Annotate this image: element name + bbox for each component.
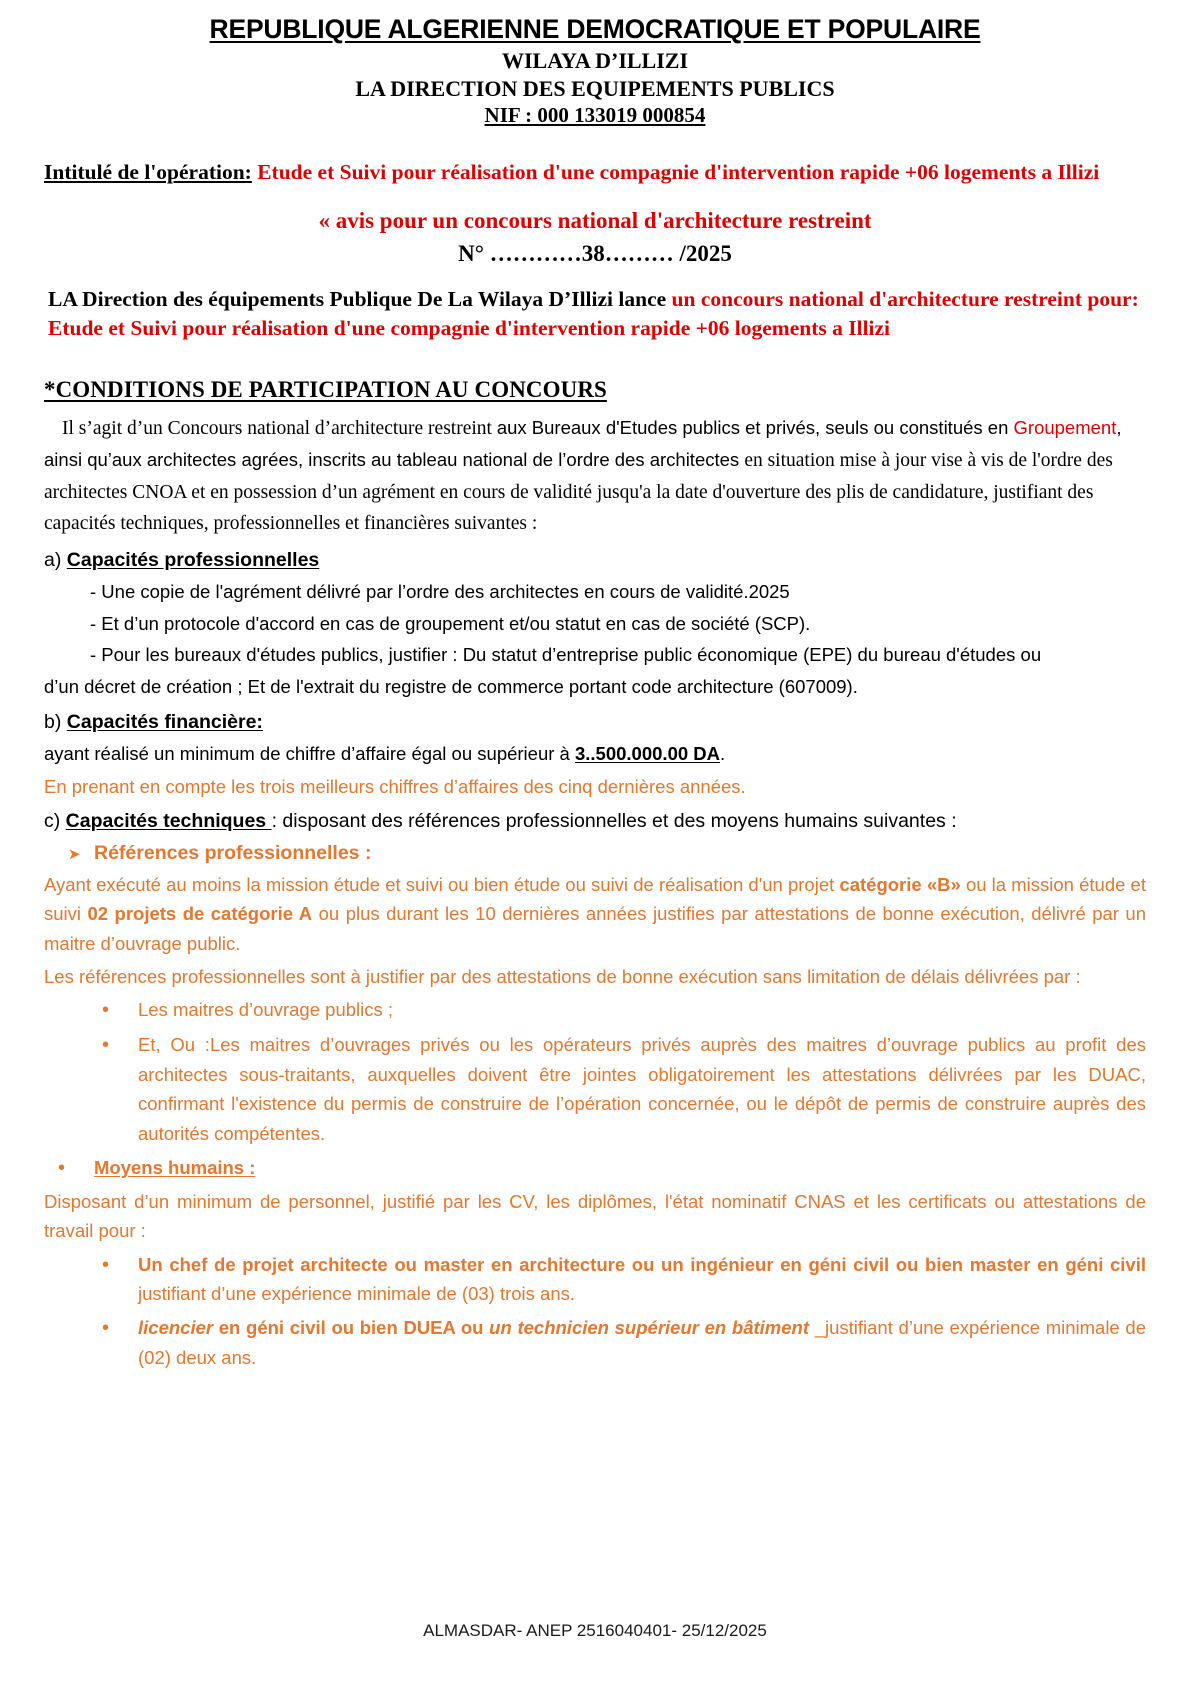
intro-segment-3: , ainsi qu’aux architectes agrées, inscrits au tableau national de l’ordre des architectes <box>44 417 1122 470</box>
lance-paragraph <box>44 285 1146 343</box>
references-arrow-row <box>44 842 1146 867</box>
section-c-title: Capacités techniques <box>65 810 272 833</box>
section-c-heading <box>44 807 1146 836</box>
moyens-item2-licencier: licencier <box>138 1316 214 1338</box>
page-footer: ALMASDAR- ANEP 2516040401- 25/12/2025 <box>423 1621 767 1640</box>
references-label: Références professionnelles : <box>94 842 372 865</box>
section-b-heading <box>44 708 1146 737</box>
references-paragraph-2: Les références professionnelles sont à justifier par des attestations de bonne exécution sans limitation de délais délivrées par : <box>44 965 1081 987</box>
moyens-item2-b: en géni civil ou bien DUEA ou <box>213 1316 490 1338</box>
intro-segment-4: en situation mise à jour vise à vis de l'ordre des architectes CNOA et en possession d’un agrément en cours de validité jusqu'a la date d'ouverture des plis de candidature, justifiant des capacités techniques, professionnelles et financières suivantes : <box>44 449 1113 535</box>
section-c-marker: c) <box>44 810 61 833</box>
references-paragraph-1 <box>44 870 1146 959</box>
header-line-direction: LA DIRECTION DES EQUIPEMENTS PUBLICS <box>355 75 835 101</box>
ref-p1-categorie-b: catégorie «B» <box>839 873 961 895</box>
operation-title-block <box>44 158 1146 186</box>
bullet-dot-icon: • <box>102 1034 110 1057</box>
conditions-intro-paragraph <box>44 413 1146 539</box>
arrow-right-icon: ➤ <box>68 847 81 864</box>
operation-value: Etude et Suivi pour réalisation d'une compagnie d'intervention rapide +06 logements a Illizi <box>257 159 1100 184</box>
ref-p1-a: Ayant exécuté au moins la mission étude et suivi ou bien étude ou suivi de réalisation d'un projet <box>44 873 840 895</box>
section-b-text-after: . <box>720 742 726 764</box>
moyens-item1-bold: Un chef de projet architecte ou master en architecture ou un ingénieur en géni civil ou bien master en géni civil <box>138 1253 1146 1275</box>
moyens-bullet-1-text <box>138 1250 1146 1309</box>
moyens-bullet-2 <box>44 1313 1146 1372</box>
moyens-item2-technicien: un technicien supérieur en bâtiment <box>489 1316 810 1338</box>
moyens-humains-intro: Disposant d’un minimum de personnel, justifié par les CV, les diplômes, l'état nominatif CNAS et les certificats ou attestations de travail pour : <box>44 1190 1146 1242</box>
avis-number: N° …………38……… /2025 <box>458 240 732 266</box>
section-b-text-before: ayant réalisé un minimum de chiffre d’affaire égal ou supérieur à <box>44 742 575 764</box>
section-c-rest: : disposant des références professionnelles et des moyens humains suivantes : <box>271 810 957 833</box>
section-b-line <box>44 740 1146 769</box>
bullet-dot-icon: • <box>102 1253 110 1276</box>
operation-label: Intitulé de l'opération: <box>44 159 252 184</box>
avis-title: « avis pour un concours national d'architecture restreint <box>318 207 872 233</box>
references-bullet-2-text: Et, Ou :Les maitres d’ouvrages privés ou les opérateurs privés auprès des maitres d’ouvrage publics au profit des architectes sous-traitants, auxquelles doivent être jointes obligatoirement les attestations délivrées par les DUAC, confirmant l'existence du permis de construire de l’opération concernée, ou le dépôt de permis de construire auprès des autorités compétentes. <box>138 1034 1146 1145</box>
lance-red-part: un concours national d'architecture restreint pour: Etude et Suivi pour réalisation d'une compagnie d'intervention rapide +06 logements a Illizi <box>48 286 1139 341</box>
bullet-dot-icon: • <box>102 999 110 1022</box>
header-line-nif: NIF : 000 133019 000854 <box>484 103 706 128</box>
conditions-heading: *CONDITIONS DE PARTICIPATION AU CONCOURS <box>44 377 607 403</box>
section-a-item-1: - Une copie de l'agrément délivré par l’ordre des architectes en cours de validité.2025 <box>90 580 790 602</box>
section-b-amount: 3..500.000.00 DA <box>574 742 721 764</box>
references-bullet-1-text: Les maitres d’ouvrage publics ; <box>138 999 394 1021</box>
intro-segment-2: aux Bureaux d'Etudes publics et privés, seuls ou constitués en <box>496 417 1014 439</box>
lance-black-part: LA Direction des équipements Publique De La Wilaya D’Illizi lance <box>48 286 672 311</box>
section-b-note: En prenant en compte les trois meilleurs chiffres d’affaires des cinq dernières années. <box>44 775 746 797</box>
moyens-humains-label: Moyens humains : <box>94 1156 256 1178</box>
section-a-item-2: - Et d’un protocole d'accord en cas de groupement et/ou statut en cas de société (SCP). <box>90 612 811 634</box>
bullet-dot-icon: • <box>58 1156 66 1179</box>
header-line-wilaya: WILAYA D’ILLIZI <box>501 48 689 74</box>
section-a-marker: a) <box>44 548 62 571</box>
document-header <box>44 14 1146 130</box>
section-b-marker: b) <box>44 710 62 733</box>
intro-highlight-groupement: Groupement <box>1013 417 1117 439</box>
bullet-dot-icon: • <box>102 1316 110 1339</box>
section-b-title: Capacités financière: <box>66 710 263 733</box>
moyens-humains-heading-row <box>44 1153 1146 1184</box>
header-line-republic: REPUBLIQUE ALGERIENNE DEMOCRATIQUE ET POPULAIRE <box>209 14 981 44</box>
ref-p1-projets-categorie-a: 02 projets de catégorie A <box>87 903 313 925</box>
moyens-bullet-2-text <box>138 1313 1146 1372</box>
references-bullet-1 <box>44 995 1146 1026</box>
references-bullet-2 <box>44 1030 1146 1148</box>
intro-segment-1: Il s’agit d’un Concours national d’architecture restreint <box>62 418 497 440</box>
section-a-item-3: - Pour les bureaux d'études publics, justifier : Du statut d’entreprise public économique (EPE) du bureau d'études ou <box>90 644 1042 666</box>
section-a-title: Capacités professionnelles <box>66 548 320 571</box>
moyens-item1-rest: justifiant d’une expérience minimale de (03) trois ans. <box>138 1283 576 1305</box>
ref-p1-e: ou plus durant les 10 dernières années justifies par attestations de bonne exécution, délivré par un maitre d’ouvrage public. <box>44 903 1146 955</box>
moyens-item2-d: _justifiant d’une expérience minimale de (02) deux ans. <box>138 1316 1146 1368</box>
moyens-bullet-1 <box>44 1250 1146 1309</box>
section-a-item-3-continued: d’un décret de création ; Et de l'extrait du registre de commerce portant code architecture (607009). <box>44 675 858 697</box>
ref-p1-c: ou la mission étude et suivi <box>44 873 1146 925</box>
section-a-heading <box>44 546 1146 575</box>
